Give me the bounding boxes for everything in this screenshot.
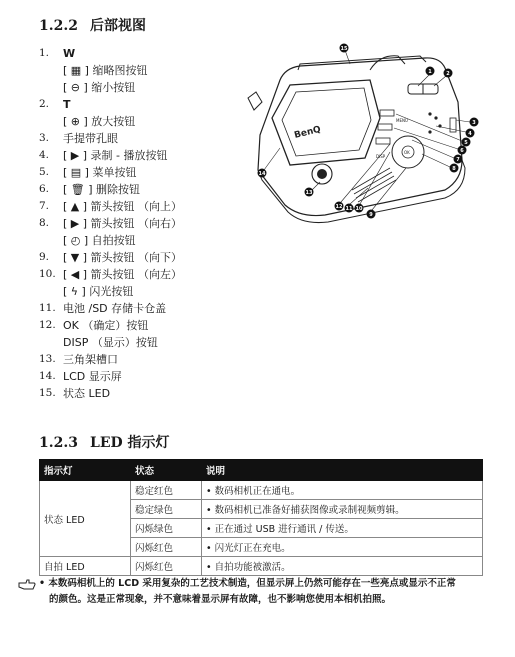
- callout-8: 8: [452, 166, 456, 172]
- item-number: 9.: [39, 251, 50, 263]
- section-number: 1.2.2: [39, 18, 78, 34]
- led-indicator-table: [39, 459, 483, 576]
- state-cell: 闪烁绿色: [131, 519, 202, 538]
- item-text: 状态 LED: [63, 387, 111, 400]
- list-item: [39, 351, 244, 368]
- item-number: 14.: [39, 370, 56, 382]
- item-text: W: [63, 47, 76, 60]
- item-text: [ 🗑 ] 删除按钮: [63, 183, 141, 196]
- callout-14: 14: [258, 171, 266, 177]
- item-text: [ ⊕ ] 放大按钮: [63, 115, 136, 128]
- callout-15: 15: [340, 46, 348, 52]
- callout-3: 3: [472, 120, 476, 126]
- state-cell: 稳定红色: [131, 481, 202, 500]
- list-item: [39, 266, 244, 283]
- state-cell: 稳定绿色: [131, 500, 202, 519]
- menu-label: MENU: [396, 118, 408, 123]
- list-item: [39, 300, 244, 317]
- list-item: [39, 62, 244, 79]
- item-number: 12.: [39, 319, 56, 331]
- list-item: [39, 215, 244, 232]
- section-heading-led: [39, 432, 170, 452]
- note-line-1: • 本数码相机上的 LCD 采用复杂的工艺技术制造，但显示屏上仍然可能存在一些亮点或显示不正常: [39, 578, 456, 589]
- ok-label: OK: [404, 150, 410, 155]
- table-row: [40, 481, 483, 500]
- item-text: [ ▤ ] 菜单按钮: [63, 166, 137, 179]
- item-number: 8.: [39, 217, 50, 229]
- item-text: DISP （显示）按钮: [63, 336, 158, 349]
- description-cell: • 闪光灯正在充电。: [202, 538, 483, 557]
- note-line-2: 的颜色。这是正常现象，并不意味着显示屏有故障，也不影响您使用本相机拍照。: [49, 594, 392, 605]
- state-cell: 闪烁红色: [131, 557, 202, 576]
- item-text: [ ▶ ] 录制 - 播放按钮: [63, 149, 168, 162]
- list-item: [39, 198, 244, 215]
- list-item: [39, 334, 244, 351]
- description-cell: • 自拍功能被激活。: [202, 557, 483, 576]
- callout-1: 1: [428, 69, 432, 75]
- list-item: [39, 232, 244, 249]
- list-item: [39, 130, 244, 147]
- list-item: [39, 96, 244, 113]
- description-cell: • 正在通过 USB 进行通讯 / 传送。: [202, 519, 483, 538]
- item-number: 10.: [39, 268, 56, 280]
- section-heading-rear-view: [39, 15, 146, 35]
- header-state: 状态: [131, 460, 202, 481]
- callout-2: 2: [446, 71, 450, 77]
- callout-12: 12: [335, 204, 343, 210]
- item-number: 6.: [39, 183, 50, 195]
- table-row: [40, 557, 483, 576]
- parts-list: [39, 45, 244, 402]
- list-item: [39, 385, 244, 402]
- list-item: [39, 181, 244, 198]
- item-text: [ ▦ ] 缩略图按钮: [63, 64, 148, 77]
- disp-label: DISP: [376, 154, 386, 159]
- callout-6: 6: [460, 148, 464, 154]
- item-number: 4.: [39, 149, 50, 161]
- item-number: 5.: [39, 166, 50, 178]
- list-item: [39, 79, 244, 96]
- description-cell: • 数码相机正在通电。: [202, 481, 483, 500]
- list-item: [39, 249, 244, 266]
- item-number: 11.: [39, 302, 56, 314]
- item-text: LCD 显示屏: [63, 370, 122, 383]
- list-item: [39, 283, 244, 300]
- item-number: 2.: [39, 98, 50, 110]
- item-number: 7.: [39, 200, 50, 212]
- callout-4: 4: [468, 131, 472, 137]
- table-header-row: [40, 460, 483, 481]
- note-hand-icon: [18, 577, 36, 591]
- list-item: [39, 368, 244, 385]
- brand-logo: BenQ: [293, 124, 322, 141]
- header-indicator: 指示灯: [40, 460, 131, 481]
- camera-rear-diagram: [240, 40, 510, 240]
- item-number: 1.: [39, 47, 50, 59]
- item-number: 13.: [39, 353, 56, 365]
- item-text: 三角架槽口: [63, 353, 118, 366]
- list-item: [39, 113, 244, 130]
- list-item: [39, 317, 244, 334]
- item-text: [ ▼ ] 箭头按钮 （向下）: [63, 251, 183, 264]
- item-text: 手提带孔眼: [63, 132, 118, 145]
- callout-13: 13: [305, 190, 313, 196]
- indicator-cell: 自拍 LED: [40, 557, 131, 576]
- item-text: [ ◀ ] 箭头按钮 （向左）: [63, 268, 183, 281]
- item-text: OK （确定）按钮: [63, 319, 149, 332]
- section-title: 后部视图: [89, 18, 146, 34]
- section-title: LED 指示灯: [89, 435, 170, 451]
- item-text: [ ⊖ ] 缩小按钮: [63, 81, 136, 94]
- indicator-cell: 状态 LED: [40, 481, 131, 557]
- item-text: 电池 /SD 存储卡仓盖: [63, 302, 167, 315]
- item-number: 15.: [39, 387, 56, 399]
- item-text: T: [63, 98, 71, 111]
- item-number: 3.: [39, 132, 50, 144]
- list-item: [39, 147, 244, 164]
- list-item: [39, 164, 244, 181]
- callout-10: 10: [355, 206, 363, 212]
- callout-11: 11: [345, 206, 353, 212]
- state-cell: 闪烁红色: [131, 538, 202, 557]
- item-text: [ ϟ ] 闪光按钮: [63, 285, 134, 298]
- note-text: [39, 576, 489, 608]
- callout-5: 5: [464, 140, 468, 146]
- item-text: [ ◴ ] 自拍按钮: [63, 234, 136, 247]
- section-number: 1.2.3: [39, 435, 78, 451]
- item-text: [ ▶ ] 箭头按钮 （向右）: [63, 217, 183, 230]
- callout-9: 9: [369, 212, 373, 218]
- header-description: 说明: [202, 460, 483, 481]
- list-item: [39, 45, 244, 62]
- callout-7: 7: [456, 157, 460, 163]
- item-text: [ ▲ ] 箭头按钮 （向上）: [63, 200, 183, 213]
- description-cell: • 数码相机已准备好捕获图像或录制视频剪辑。: [202, 500, 483, 519]
